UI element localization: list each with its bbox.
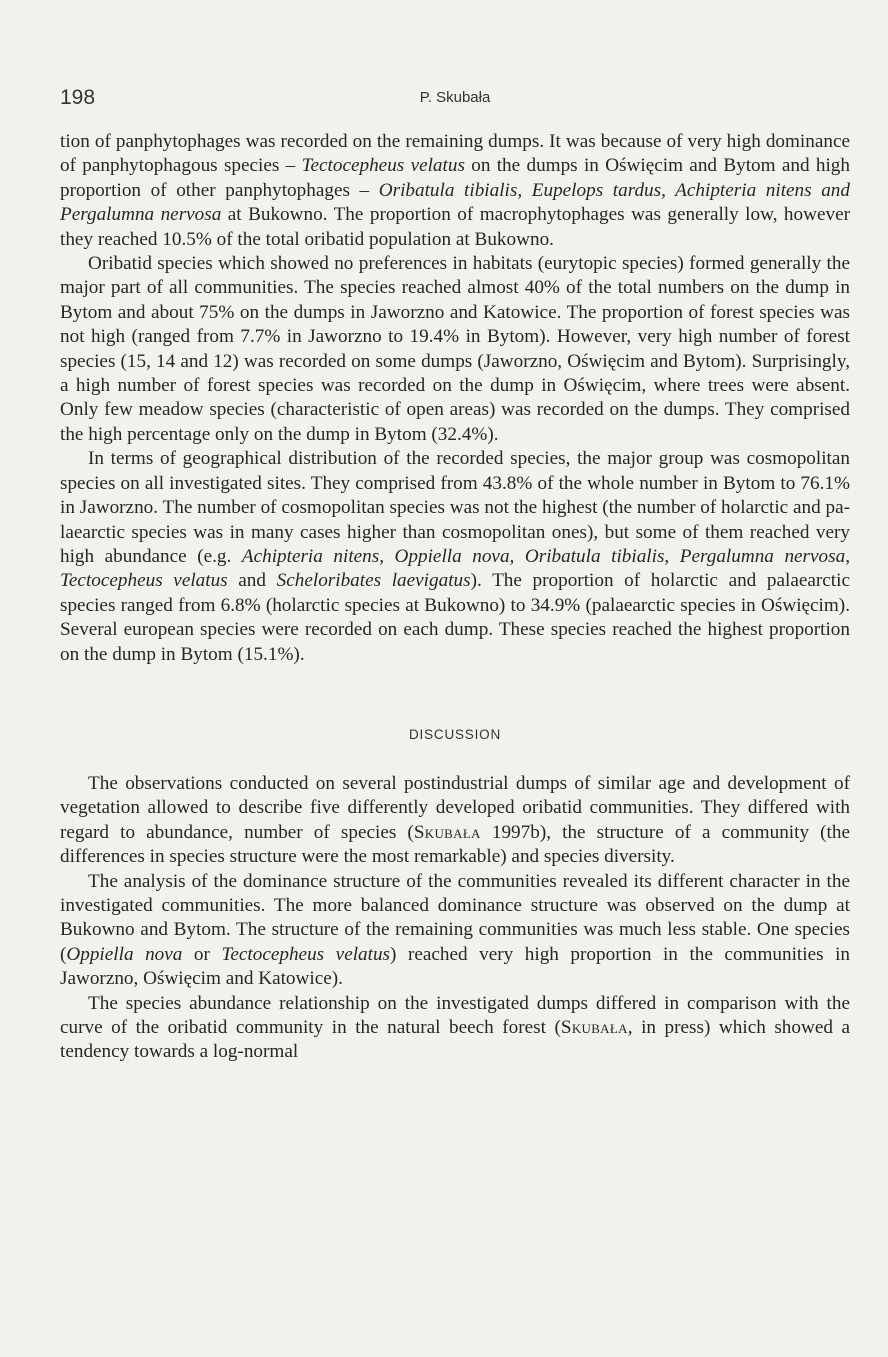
- text-run: ). The proportion of holarctic and palaearctic species ranged from 6.8% (holarctic species at Bukowno) to 34.9% (palaearctic species in Oświęcim). Several european species were recorded on each dump. These species reached the highest proportion on the dump in Bytom (15.1%).: [60, 570, 850, 665]
- species-name: Achipteria nitens, Oppiella nova, Oribatula tibialis, Pergalumna nervosa, Tectocepheus velatus: [60, 545, 850, 592]
- species-name: Oppiella nova: [66, 943, 183, 965]
- text-run: In terms of geographical distribution of the recorded species, the major group was cosmopolitan species on all investigated sites. They comprised from 43.8% of the whole number in Bytom to 76.1% in Jaworzno. The number of cosmopolitan species was not the highest (the number of holarctic and palaearctic species was in many cases higher than cosmopolitan ones), but some of them reached very high abundance (e.g.: [60, 448, 850, 567]
- species-name: Tectocepheus velatus: [301, 155, 465, 177]
- text-run: , in press) which showed a tendency towards a log-normal: [60, 1017, 850, 1063]
- species-name: Tectocepheus velatus: [221, 943, 391, 965]
- body-text: [60, 130, 850, 1065]
- species-name: Oribatula tibialis, Eupelops tardus, Achipteria nitens and Pergalumna nervosa: [60, 179, 850, 226]
- text-run: on the dumps in Oświęcim and Bytom and high proportion of other panphytophages –: [60, 155, 850, 201]
- page: [60, 0, 850, 1357]
- text-run: ) reached very high proportion in the communities in Jaworzno, Oświęcim and Katowice).: [60, 943, 851, 990]
- paragraph-dominance-structure: [60, 870, 850, 992]
- section-heading-discussion: DISCUSSION: [408, 726, 501, 742]
- paragraph-discussion-intro: [60, 772, 850, 870]
- page-number: 198: [60, 86, 96, 109]
- text-run: at Bukowno. The proportion of macrophytophages was generally low, however they reached 10.5% of the total oribatid population at Bukowno.: [60, 204, 850, 250]
- paragraph-habitat-preferences: Oribatid species which showed no preferences in habitats (eurytopic species) formed generally the major part of all communities. The species reached almost 40% of the total numbers on the dump in Bytom and about 75% on the dumps in Jaworzno and Katowice. The proportion of forest species was not high (ranged from 7.7% in Jaworzno to 19.4% in Bytom). However, very high number of forest species (15, 14 and 12) was recorded on some dumps (Jaworzno, Oświęcim and Bytom). Surprisingly, a high number of forest species was recorded on the dump in Oświęcim, where trees were absent. Only few meadow species (characteristic of open areas) was recorded on the dumps. They comprised the high percentage only on the dump in Bytom (32.4%).: [60, 253, 850, 445]
- text-run: 1997b), the structure of a community (the differences in species structure were the most remarkable) and species diversity.: [60, 821, 850, 868]
- text-run: The observations conducted on several postindustrial dumps of similar age and development of vegetation allowed to describe five differently developed oribatid communities. They differed with regard to abundance, number of species (: [60, 772, 850, 843]
- author-citation: Skubała: [413, 821, 481, 843]
- text-run: or: [182, 943, 222, 965]
- author-citation: Skubała: [560, 1017, 628, 1038]
- paragraph-species-abundance: [60, 992, 850, 1065]
- paragraph-geographical-distribution: [60, 447, 850, 667]
- text-run: and: [227, 570, 277, 592]
- running-head-author: P. Skubała: [419, 89, 491, 106]
- text-run: The analysis of the dominance structure of the communities revealed its different character in the investigated communities. The more balanced dominance structure was observed on the dump at Bukowno and Bytom. The structure of the remaining communities was much less stable. One species (: [60, 870, 850, 965]
- species-name: Scheloribates laevigatus: [276, 570, 471, 592]
- text-run: The species abundance relationship on the investigated dumps differed in comparison with the curve of the oribatid community in the natural beech forest (: [60, 992, 850, 1038]
- page-header: [60, 86, 850, 116]
- text-run: tion of panphytophages was recorded on the remaining dumps. It was because of very high dominance of panphytophagous species –: [60, 131, 850, 177]
- paragraph-feeding-groups: [60, 130, 850, 252]
